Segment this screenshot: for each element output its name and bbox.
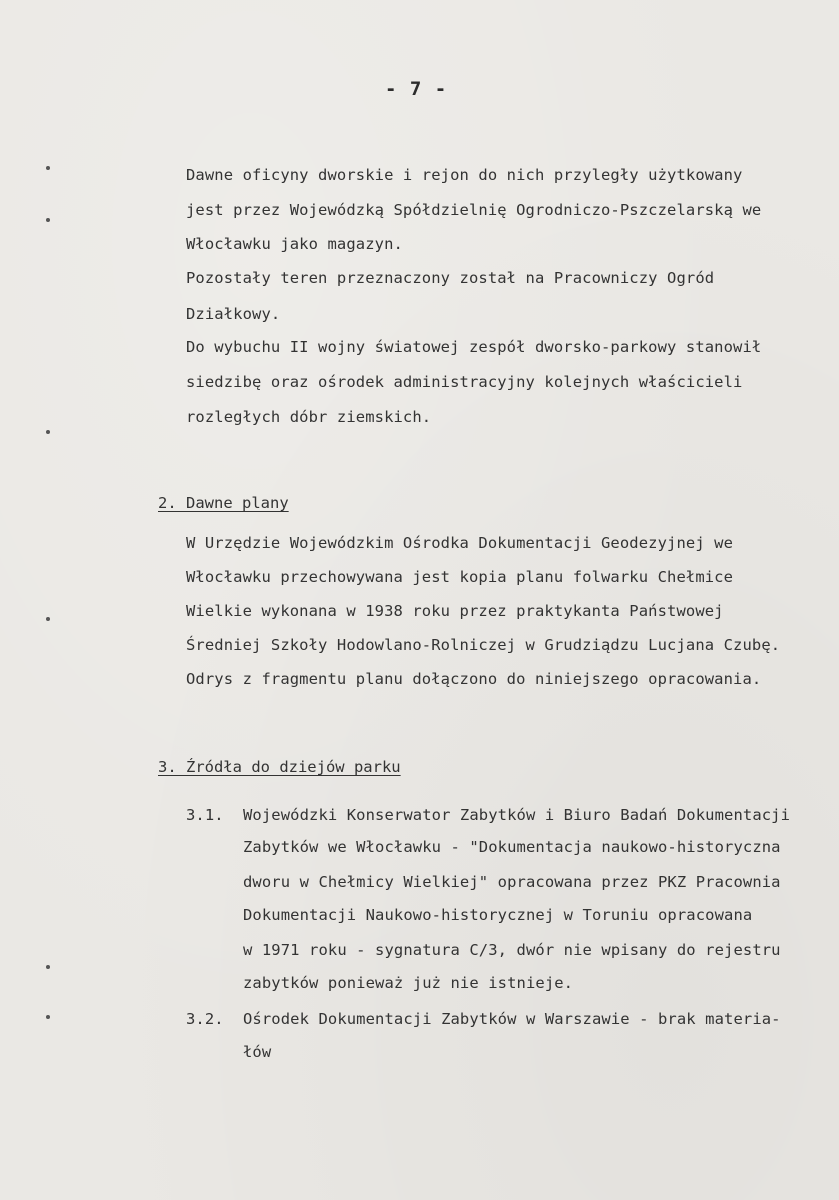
- item-3-2-line: łów: [243, 1043, 272, 1061]
- section-2-line: Wielkie wykonana w 1938 roku przez praktykanta Państwowej: [186, 602, 724, 620]
- section-2-line: Odrys z fragmentu planu dołączono do niniejszego opracowania.: [186, 670, 762, 688]
- margin-mark: [46, 430, 50, 434]
- section-2-heading: 2. Dawne plany: [158, 494, 289, 512]
- intro-line: Działkowy.: [186, 305, 281, 323]
- item-3-2-line: Ośrodek Dokumentacji Zabytków w Warszawie - brak materia-: [243, 1010, 781, 1028]
- margin-mark: [46, 218, 50, 222]
- section-2-line: Średniej Szkoły Hodowlano-Rolniczej w Grudziądzu Lucjana Czubę.: [186, 636, 781, 654]
- intro-line: Włocławku jako magazyn.: [186, 235, 403, 253]
- intro-line: siedzibę oraz ośrodek administracyjny kolejnych właścicieli: [186, 373, 743, 391]
- item-3-1-line: Dokumentacji Naukowo-historycznej w Toruniu opracowana: [243, 906, 753, 924]
- item-3-1-line: Zabytków we Włocławku - "Dokumentacja naukowo-historyczna: [243, 838, 781, 856]
- item-3-1-number: 3.1.: [186, 806, 224, 824]
- item-3-1-line: Wojewódzki Konserwator Zabytków i Biuro Badań Dokumentacji: [243, 806, 791, 824]
- margin-mark: [46, 1015, 50, 1019]
- section-2-line: W Urzędzie Wojewódzkim Ośrodka Dokumentacji Geodezyjnej we: [186, 534, 734, 552]
- intro-line: jest przez Wojewódzką Spółdzielnię Ogrodniczo-Pszczelarską we: [186, 201, 762, 219]
- item-3-1-line: dworu w Chełmicy Wielkiej" opracowana przez PKZ Pracownia: [243, 873, 781, 891]
- margin-mark: [46, 166, 50, 170]
- page-number: - 7 -: [385, 78, 448, 100]
- section-2-line: Włocławku przechowywana jest kopia planu folwarku Chełmice: [186, 568, 734, 586]
- item-3-1-line: w 1971 roku - sygnatura C/3, dwór nie wpisany do rejestru: [243, 941, 781, 959]
- intro-line: rozległych dóbr ziemskich.: [186, 408, 432, 426]
- intro-line: Dawne oficyny dworskie i rejon do nich przyległy użytkowany: [186, 166, 743, 184]
- margin-mark: [46, 965, 50, 969]
- intro-line: Pozostały teren przeznaczony został na Pracowniczy Ogród: [186, 269, 715, 287]
- item-3-2-number: 3.2.: [186, 1010, 224, 1028]
- item-3-1-line: zabytków ponieważ już nie istnieje.: [243, 974, 574, 992]
- margin-mark: [46, 617, 50, 621]
- intro-line: Do wybuchu II wojny światowej zespół dworsko-parkowy stanowił: [186, 338, 762, 356]
- section-3-heading: 3. Źródła do dziejów parku: [158, 758, 401, 776]
